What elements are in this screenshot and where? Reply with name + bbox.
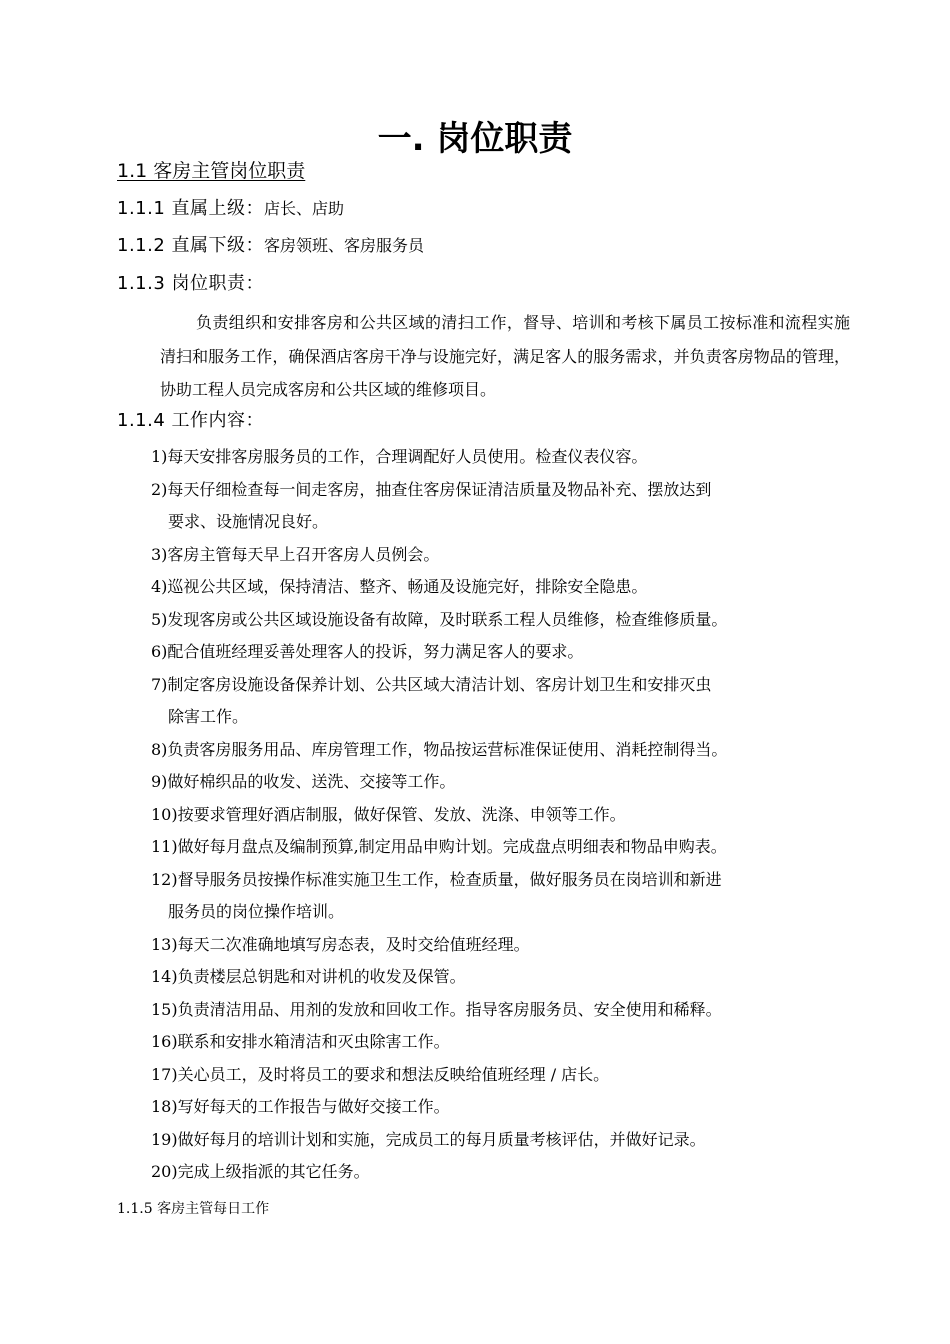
list-item: 19)做好每月的培训计划和实施，完成员工的每月质量考核评估，并做好记录。 [151,1129,706,1149]
section-heading: 1.1 客房主管岗位职责 [117,160,306,182]
subheading-work-content [117,407,264,435]
subheading-label: 工作内容： [171,410,265,431]
list-item: 1)每天安排客房服务员的工作，合理调配好人员使用。检查仪表仪容。 [151,447,648,466]
list-item: 15)负责清洁用品、用剂的发放和回收工作。指导客房服务员、安全使用和稀释。 [151,999,722,1019]
subheading-label: 岗位职责： [171,273,265,294]
list-item: 17)关心员工，及时将员工的要求和想法反映给值班经理 / 店长。 [151,1064,610,1084]
list-item: 13)每天二次准确地填写房态表，及时交给值班经理。 [151,934,530,954]
duty-paragraph: 负责组织和安排客房和公共区域的清扫工作，督导、培训和考核下属员工按标准和流程实施清扫和服务工作，确保酒店客房干净与设施完好，满足客人的服务需求，并负责客房物品的管理，协助工程人员完成客房和公共区域的维修项目。 [160,313,850,399]
list-item: 20)完成上级指派的其它任务。 [151,1162,370,1181]
list-item: 2)每天仔细检查每一间走客房，抽查住客房保证清洁质量及物品补充、摆放达到 要求、设施情况良好。 [151,479,712,531]
list-item: 3)客房主管每天早上召开客房人员例会。 [151,544,440,564]
work-content-list [151,441,851,1189]
subheading-subordinate [117,232,424,260]
list-item: 9)做好棉织品的收发、送洗、交接等工作。 [151,772,456,791]
list-item: 11)做好每月盘点及编制预算,制定用品申购计划。完成盘点明细表和物品申购表。 [151,837,727,856]
list-item: 6)配合值班经理妥善处理客人的投诉，努力满足客人的要求。 [151,642,584,661]
list-item: 18)写好每天的工作报告与做好交接工作。 [151,1097,450,1116]
list-item: 12)督导服务员按操作标准实施卫生工作，检查质量，做好服务员在岗培训和新进 服务员的岗位操作培训。 [151,869,722,921]
subheading-value: 店长、店助 [264,199,345,218]
subheading-number: 1.1.1 [117,198,166,219]
list-item: 16)联系和安排水箱清洁和灭虫除害工作。 [151,1032,450,1051]
subheading-number: 1.1.2 [117,235,166,256]
subheading-duties [117,270,264,298]
subheading-label: 直属上级： [171,198,265,219]
subheading-superior [117,195,344,223]
subheading-value: 客房领班、客房服务员 [264,236,425,255]
subheading-number: 1.1.3 [117,273,166,294]
list-item: 8)负责客房服务用品、库房管理工作，物品按运营标准保证使用、消耗控制得当。 [151,739,728,759]
list-item: 5)发现客房或公共区域设施设备有故障，及时联系工程人员维修，检查维修质量。 [151,609,728,629]
footer-heading: 1.1.5 客房主管每日工作 [117,1201,270,1217]
list-item: 14)负责楼层总钥匙和对讲机的收发及保管。 [151,967,466,986]
subheading-number: 1.1.4 [117,410,166,431]
list-item: 7)制定客房设施设备保养计划、公共区域大清洁计划、客房计划卫生和安排灭虫 除害工作。 [151,674,712,726]
list-item: 4)巡视公共区域，保持清洁、整齐、畅通及设施完好，排除安全隐患。 [151,577,648,596]
subheading-label: 直属下级： [171,235,265,256]
page-title: 一. 岗位职责 [377,119,573,159]
list-item: 10)按要求管理好酒店制服，做好保管、发放、洗涤、申领等工作。 [151,804,626,824]
